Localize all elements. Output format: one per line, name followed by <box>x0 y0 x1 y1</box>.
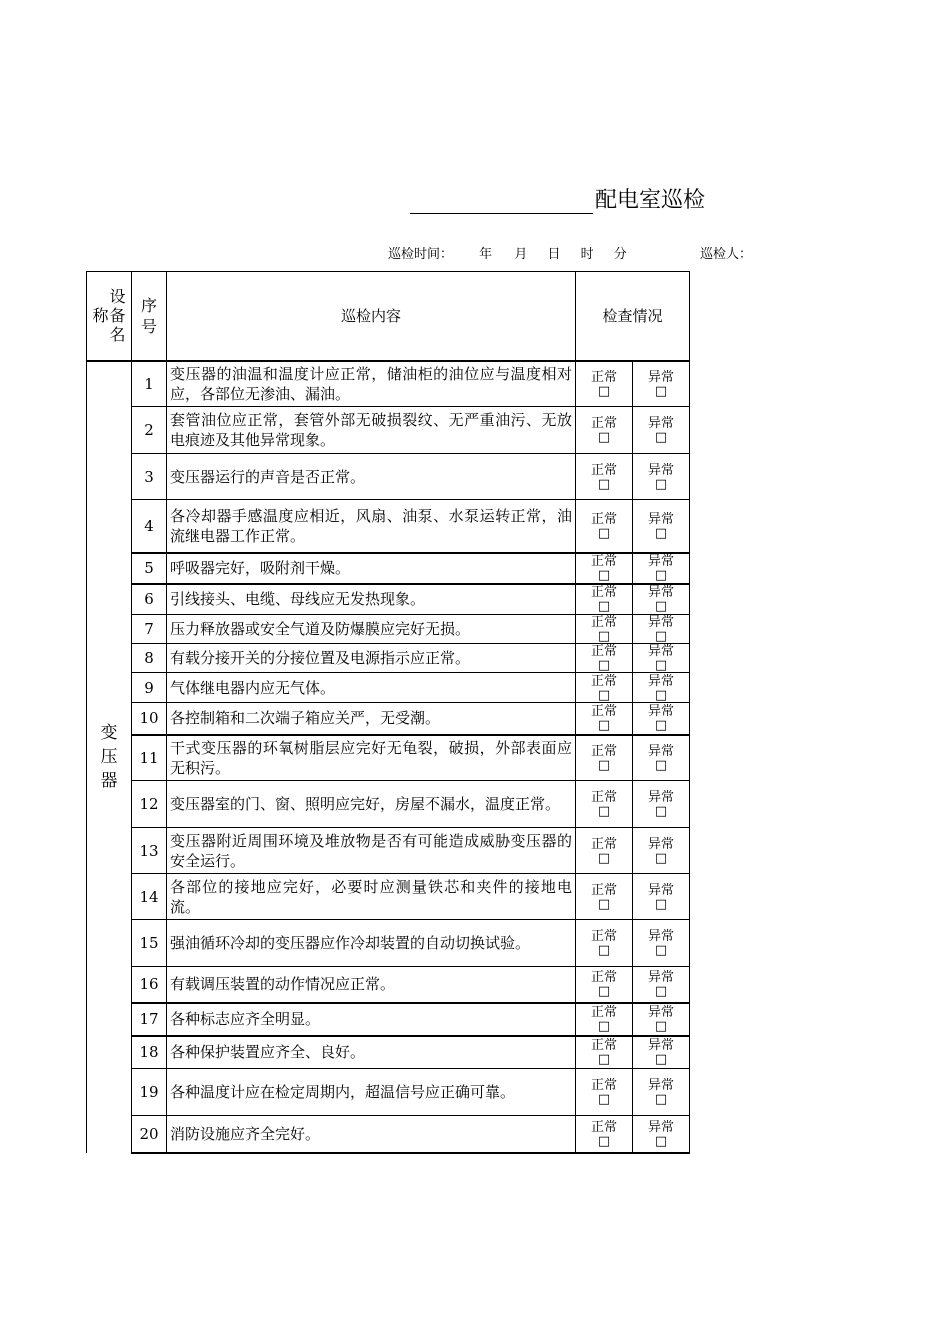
checkbox-icon[interactable]: □ <box>597 476 611 492</box>
checkbox-icon[interactable]: □ <box>597 1092 611 1107</box>
row-number: 1 <box>132 361 167 407</box>
normal-label: 正常 <box>590 462 617 478</box>
device-char: 器 <box>100 771 118 791</box>
table-row <box>87 454 690 500</box>
abnormal-label: 异常 <box>647 790 674 805</box>
month-label: 月 <box>514 247 528 262</box>
row-content: 变压器室的门、窗、照明应完好，房屋不漏水，温度正常。 <box>167 781 576 828</box>
checkbox-icon[interactable]: □ <box>654 430 668 445</box>
normal-check[interactable] <box>576 615 633 644</box>
checkbox-icon[interactable]: □ <box>654 629 668 644</box>
normal-check[interactable] <box>576 781 633 828</box>
row-content: 强油循环冷却的变压器应作冷却装置的自动切换试验。 <box>167 920 576 967</box>
title-text: 配电室巡检 <box>595 188 706 213</box>
device-char: 变 <box>100 723 118 743</box>
normal-check[interactable] <box>576 500 633 553</box>
row-number: 19 <box>132 1069 167 1116</box>
abnormal-check[interactable] <box>633 584 690 615</box>
checkbox-icon[interactable]: □ <box>597 658 611 673</box>
row-number: 5 <box>132 553 167 584</box>
normal-label: 正常 <box>590 704 617 720</box>
row-content: 各种温度计应在检定周期内，超温信号应正确可靠。 <box>167 1069 576 1116</box>
device-char: 压 <box>100 747 118 767</box>
row-content: 各冷却器手感温度应相近，风扇、油泵、水泵运转正常，油流继电器工作正常。 <box>167 500 576 553</box>
checkbox-icon[interactable]: □ <box>597 984 611 1000</box>
table-row <box>87 361 690 407</box>
abnormal-check[interactable] <box>633 553 690 584</box>
abnormal-label: 异常 <box>647 615 674 630</box>
checkbox-icon[interactable]: □ <box>654 1092 668 1107</box>
normal-label: 正常 <box>590 970 617 986</box>
checkbox-icon[interactable]: □ <box>654 1052 668 1068</box>
normal-check[interactable] <box>576 1036 633 1069</box>
checkbox-icon[interactable]: □ <box>597 687 611 703</box>
device-name-char: 称 <box>92 306 109 326</box>
row-number: 12 <box>132 781 167 828</box>
table-row <box>87 1116 690 1153</box>
row-content: 引线接头、电缆、母线应无发热现象。 <box>167 584 576 615</box>
normal-check[interactable] <box>576 673 633 703</box>
device-name-cell <box>87 361 132 1153</box>
row-content: 变压器的油温和温度计应正常，储油柜的油位应与温度相对应，各部位无渗油、漏油。 <box>167 361 576 407</box>
normal-check[interactable] <box>576 1069 633 1116</box>
normal-check[interactable] <box>576 874 633 920</box>
row-number: 16 <box>132 967 167 1003</box>
abnormal-label: 异常 <box>647 644 674 659</box>
checkbox-icon[interactable]: □ <box>654 525 668 541</box>
checkbox-icon[interactable]: □ <box>597 383 611 399</box>
abnormal-label: 异常 <box>647 554 674 569</box>
day-label: 日 <box>547 247 561 262</box>
normal-check[interactable] <box>576 828 633 874</box>
status-header: 检查情况 <box>576 272 690 361</box>
row-content: 各部位的接地应完好，必要时应测量铁芯和夹件的接地电流。 <box>167 874 576 920</box>
inspector-label: 巡检人： <box>700 247 753 262</box>
checkbox-icon[interactable]: □ <box>654 943 668 958</box>
abnormal-label: 异常 <box>647 416 674 431</box>
normal-label: 正常 <box>590 416 617 431</box>
content-header: 巡检内容 <box>167 272 576 361</box>
table-row <box>87 584 690 615</box>
row-content: 变压器附近周围环境及堆放物是否有可能造成威胁变压器的安全运行。 <box>167 828 576 874</box>
checkbox-icon[interactable]: □ <box>654 383 668 399</box>
abnormal-check[interactable] <box>633 1036 690 1069</box>
minute-label: 分 <box>613 247 627 262</box>
table-row <box>87 1036 690 1069</box>
normal-label: 正常 <box>590 836 617 852</box>
table-row <box>87 644 690 673</box>
table-row <box>87 1003 690 1036</box>
checkbox-icon[interactable]: □ <box>597 718 611 734</box>
normal-check[interactable] <box>576 584 633 615</box>
normal-check[interactable] <box>576 920 633 967</box>
normal-check[interactable] <box>576 1116 633 1153</box>
abnormal-check[interactable] <box>633 781 690 828</box>
abnormal-label: 异常 <box>647 673 674 689</box>
checkbox-icon[interactable]: □ <box>654 1019 668 1034</box>
table-row <box>87 920 690 967</box>
checkbox-icon[interactable]: □ <box>597 430 611 445</box>
row-number: 10 <box>132 703 167 735</box>
inspector <box>700 243 752 262</box>
checkbox-icon[interactable]: □ <box>654 718 668 734</box>
page-title <box>410 183 705 214</box>
table-row <box>87 828 690 874</box>
normal-label: 正常 <box>590 1119 617 1135</box>
abnormal-check[interactable] <box>633 673 690 703</box>
seq-header <box>132 272 167 361</box>
year-label: 年 <box>479 247 493 262</box>
row-number: 20 <box>132 1116 167 1153</box>
row-content: 变压器运行的声音是否正常。 <box>167 454 576 500</box>
row-number: 11 <box>132 735 167 781</box>
row-number: 3 <box>132 454 167 500</box>
abnormal-check[interactable] <box>633 967 690 1003</box>
abnormal-label: 异常 <box>647 462 674 478</box>
checkbox-icon[interactable]: □ <box>597 1019 611 1034</box>
hour-label: 时 <box>580 247 594 262</box>
normal-label: 正常 <box>590 615 617 630</box>
checkbox-icon[interactable]: □ <box>597 525 611 541</box>
row-content: 干式变压器的环氧树脂层应完好无龟裂，破损，外部表面应无积污。 <box>167 735 576 781</box>
checkbox-icon[interactable]: □ <box>654 658 668 673</box>
normal-label: 正常 <box>590 585 617 601</box>
abnormal-label: 异常 <box>647 704 674 720</box>
row-content: 套管油位应正常，套管外部无破损裂纹、无严重油污、无放电痕迹及其他异常现象。 <box>167 407 576 454</box>
row-number: 2 <box>132 407 167 454</box>
checkbox-icon[interactable]: □ <box>597 757 611 773</box>
row-content: 各种标志应齐全明显。 <box>167 1003 576 1036</box>
abnormal-label: 异常 <box>647 1005 674 1020</box>
abnormal-label: 异常 <box>647 369 674 385</box>
row-content: 气体继电器内应无气体。 <box>167 673 576 703</box>
row-content: 消防设施应齐全完好。 <box>167 1116 576 1153</box>
normal-label: 正常 <box>590 1078 617 1093</box>
device-name-header <box>87 272 132 361</box>
checkbox-icon[interactable]: □ <box>654 850 668 866</box>
table-row <box>87 735 690 781</box>
row-content: 有载调压装置的动作情况应正常。 <box>167 967 576 1003</box>
normal-label: 正常 <box>590 882 617 898</box>
table-row <box>87 500 690 553</box>
checkbox-icon[interactable]: □ <box>654 896 668 912</box>
device-name-char: 设 <box>109 287 126 307</box>
checkbox-icon[interactable]: □ <box>597 896 611 912</box>
normal-label: 正常 <box>590 743 617 759</box>
abnormal-check[interactable] <box>633 703 690 735</box>
table-row <box>87 781 690 828</box>
checkbox-icon[interactable]: □ <box>654 476 668 492</box>
checkbox-icon[interactable]: □ <box>654 984 668 1000</box>
inspection-time <box>388 243 627 262</box>
abnormal-check[interactable] <box>633 1069 690 1116</box>
checkbox-icon[interactable]: □ <box>597 943 611 958</box>
abnormal-check[interactable] <box>633 454 690 500</box>
checkbox-icon[interactable]: □ <box>597 850 611 866</box>
seq-header-char: 序 <box>140 295 157 315</box>
checkbox-icon[interactable]: □ <box>654 757 668 773</box>
normal-check[interactable] <box>576 553 633 584</box>
row-number: 8 <box>132 644 167 673</box>
row-content: 有载分接开关的分接位置及电源指示应正常。 <box>167 644 576 673</box>
abnormal-check[interactable] <box>633 361 690 407</box>
row-content: 压力释放器或安全气道及防爆膜应完好无损。 <box>167 615 576 644</box>
row-content: 各控制箱和二次端子箱应关严，无受潮。 <box>167 703 576 735</box>
abnormal-check[interactable] <box>633 735 690 781</box>
table-row <box>87 673 690 703</box>
normal-check[interactable] <box>576 361 633 407</box>
abnormal-label: 异常 <box>647 882 674 898</box>
normal-check[interactable] <box>576 407 633 454</box>
abnormal-check[interactable] <box>633 407 690 454</box>
abnormal-label: 异常 <box>647 929 674 944</box>
table-row <box>87 553 690 584</box>
table-row <box>87 615 690 644</box>
abnormal-check[interactable] <box>633 500 690 553</box>
checkbox-icon[interactable]: □ <box>597 804 611 819</box>
abnormal-label: 异常 <box>647 1038 674 1054</box>
normal-label: 正常 <box>590 511 617 527</box>
abnormal-label: 异常 <box>647 1078 674 1093</box>
row-number: 15 <box>132 920 167 967</box>
row-number: 7 <box>132 615 167 644</box>
normal-label: 正常 <box>590 790 617 805</box>
normal-check[interactable] <box>576 967 633 1003</box>
normal-check[interactable] <box>576 703 633 735</box>
normal-check[interactable] <box>576 454 633 500</box>
row-number: 6 <box>132 584 167 615</box>
table-row <box>87 407 690 454</box>
checkbox-icon[interactable]: □ <box>597 629 611 644</box>
abnormal-label: 异常 <box>647 585 674 601</box>
abnormal-label: 异常 <box>647 836 674 852</box>
checkbox-icon[interactable]: □ <box>654 804 668 819</box>
inspection-table <box>86 271 690 1154</box>
abnormal-label: 异常 <box>647 970 674 986</box>
room-name-blank[interactable] <box>410 191 593 214</box>
row-number: 18 <box>132 1036 167 1069</box>
checkbox-icon[interactable]: □ <box>597 1052 611 1068</box>
row-content: 呼吸器完好，吸附剂干燥。 <box>167 553 576 584</box>
abnormal-check[interactable] <box>633 644 690 673</box>
row-number: 9 <box>132 673 167 703</box>
abnormal-label: 异常 <box>647 1119 674 1135</box>
abnormal-label: 异常 <box>647 743 674 759</box>
table-header <box>87 272 690 361</box>
normal-check[interactable] <box>576 1003 633 1036</box>
normal-label: 正常 <box>590 1005 617 1020</box>
normal-label: 正常 <box>590 369 617 385</box>
abnormal-check[interactable] <box>633 1003 690 1036</box>
abnormal-check[interactable] <box>633 874 690 920</box>
table-row <box>87 1069 690 1116</box>
table-row <box>87 703 690 735</box>
checkbox-icon[interactable]: □ <box>597 568 611 583</box>
checkbox-icon[interactable]: □ <box>654 568 668 583</box>
seq-header-char: 号 <box>140 316 157 336</box>
abnormal-label: 异常 <box>647 511 674 527</box>
normal-label: 正常 <box>590 644 617 659</box>
checkbox-icon[interactable]: □ <box>597 599 611 615</box>
device-name-char: 名 <box>109 325 126 345</box>
table-row <box>87 967 690 1003</box>
checkbox-icon[interactable]: □ <box>654 1133 668 1149</box>
normal-label: 正常 <box>590 554 617 569</box>
normal-check[interactable] <box>576 735 633 781</box>
abnormal-check[interactable] <box>633 1116 690 1153</box>
checkbox-icon[interactable]: □ <box>597 1133 611 1149</box>
row-number: 4 <box>132 500 167 553</box>
table-row <box>87 874 690 920</box>
abnormal-check[interactable] <box>633 828 690 874</box>
normal-label: 正常 <box>590 929 617 944</box>
normal-label: 正常 <box>590 673 617 689</box>
row-number: 13 <box>132 828 167 874</box>
row-content: 各种保护装置应齐全、良好。 <box>167 1036 576 1069</box>
normal-label: 正常 <box>590 1038 617 1054</box>
normal-check[interactable] <box>576 644 633 673</box>
time-label: 巡检时间： <box>388 247 454 262</box>
abnormal-check[interactable] <box>633 615 690 644</box>
row-number: 14 <box>132 874 167 920</box>
row-number: 17 <box>132 1003 167 1036</box>
device-name-char: 备 <box>109 306 126 326</box>
abnormal-check[interactable] <box>633 920 690 967</box>
checkbox-icon[interactable]: □ <box>654 687 668 703</box>
checkbox-icon[interactable]: □ <box>654 599 668 615</box>
